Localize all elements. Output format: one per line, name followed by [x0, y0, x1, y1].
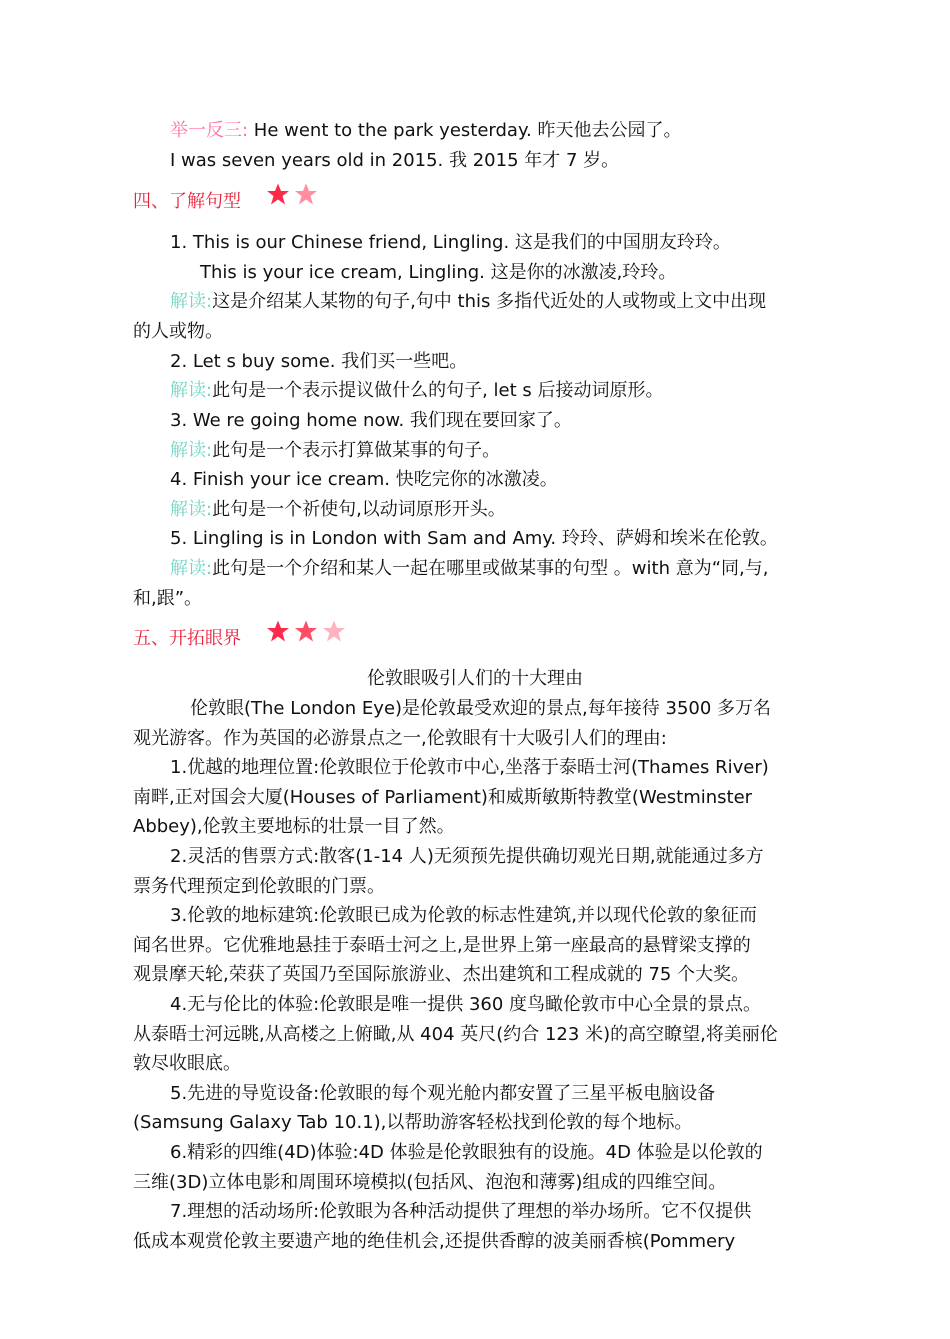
- explanation-4-text: 此句是一个祈使句,以动词原形开头。: [212, 499, 506, 520]
- article-para-6a: 6.精彩的四维(4D)体验:4D 体验是伦敦眼独有的设施。4D 体验是以伦敦的: [170, 1142, 763, 1163]
- article-para-7a: 7.理想的活动场所:伦敦眼为各种活动提供了理想的举办场所。它不仅提供: [170, 1201, 752, 1222]
- article-para-5a: 5.先进的导览设备:伦敦眼的每个观光舱内都安置了三星平板电脑设备: [170, 1083, 716, 1104]
- example-line-2: I was seven years old in 2015. 我 2015 年才 7 岁。: [170, 150, 620, 171]
- article-para-4b: 从泰晤士河远眺,从高楼之上俯瞰,从 404 英尺(约合 123 米)的高空瞭望,将美丽伦: [133, 1024, 778, 1045]
- section-heading-4: [133, 185, 321, 219]
- star-icon: [293, 182, 319, 206]
- article-para-5b: (Samsung Galaxy Tab 10.1),以帮助游客轻松找到伦敦的每个地标。: [133, 1112, 693, 1133]
- article-para-0a: 伦敦眼(The London Eye)是伦敦最受欢迎的景点,每年接待 3500 多万名: [190, 698, 772, 719]
- explanation-5: [170, 554, 768, 584]
- explanation-3: [170, 436, 500, 466]
- sentence-3: 3. We re going home now. 我们现在要回家了。: [170, 410, 572, 431]
- section-heading-5: [133, 622, 349, 656]
- article-para-3b: 闻名世界。它优雅地悬挂于泰晤士河之上,是世界上第一座最高的悬臂梁支撑的: [133, 935, 751, 956]
- sentence-1: 1. This is our Chinese friend, Lingling. 这是我们的中国朋友玲玲。: [170, 232, 731, 253]
- section-heading-5-text: 五、开拓眼界: [133, 628, 241, 649]
- star-icon: [265, 619, 291, 643]
- article-para-1b: 南畔,正对国会大厦(Houses of Parliament)和威斯敏斯特教堂(Westminster: [133, 787, 753, 808]
- explanation-5-cont: 和,跟”。: [133, 588, 203, 609]
- article-para-3a: 3.伦敦的地标建筑:伦敦眼已成为伦敦的标志性建筑,并以现代伦敦的象征而: [170, 905, 757, 926]
- star-rating-2: [265, 182, 321, 216]
- example-text-1: He went to the park yesterday. 昨天他去公园了。: [248, 120, 682, 141]
- article-title: 伦敦眼吸引人们的十大理由: [367, 668, 583, 689]
- article-para-2b: 票务代理预定到伦敦眼的门票。: [133, 876, 385, 897]
- star-icon: [321, 619, 347, 643]
- explanation-2: [170, 376, 663, 406]
- explanation-5-text: 此句是一个介绍和某人一起在哪里或做某事的句型 。with 意为“同,与,: [212, 558, 769, 579]
- jiedu-label: 解读:: [170, 440, 213, 461]
- explanation-4: [170, 495, 506, 525]
- star-rating-3: [265, 619, 349, 653]
- article-para-4a: 4.无与伦比的体验:伦敦眼是唯一提供 360 度鸟瞰伦敦市中心全景的景点。: [170, 994, 762, 1015]
- article-para-3c: 观景摩天轮,荣获了英国乃至国际旅游业、杰出建筑和工程成就的 75 个大奖。: [133, 964, 750, 985]
- explanation-1-text: 这是介绍某人某物的句子,句中 this 多指代近处的人或物或上文中出现: [212, 291, 767, 312]
- jiedu-label: 解读:: [170, 291, 213, 312]
- jiedu-label: 解读:: [170, 499, 213, 520]
- article-para-6b: 三维(3D)立体电影和周围环境模拟(包括风、泡泡和薄雾)组成的四维空间。: [133, 1172, 727, 1193]
- article-para-0b: 观光游客。作为英国的必游景点之一,伦敦眼有十大吸引人们的理由:: [133, 728, 667, 749]
- explanation-1: [170, 287, 766, 317]
- article-para-2a: 2.灵活的售票方式:散客(1-14 人)无须预先提供确切观光日期,就能通过多方: [170, 846, 764, 867]
- jiedu-label: 解读:: [170, 380, 213, 401]
- star-icon: [265, 182, 291, 206]
- star-icon: [293, 619, 319, 643]
- article-para-1c: Abbey),伦敦主要地标的壮景一目了然。: [133, 816, 455, 837]
- article-para-7b: 低成本观赏伦敦主要遗产地的绝佳机会,还提供香醇的波美丽香槟(Pommery: [133, 1231, 736, 1252]
- sentence-1b: This is your ice cream, Lingling. 这是你的冰激凌,玲玲。: [200, 262, 677, 283]
- jiedu-label: 解读:: [170, 558, 213, 579]
- section-heading-4-text: 四、了解句型: [133, 191, 241, 212]
- sentence-5: 5. Lingling is in London with Sam and Amy. 玲玲、萨姆和埃米在伦敦。: [170, 528, 778, 549]
- explanation-1-cont: 的人或物。: [133, 321, 223, 342]
- article-para-1a: 1.优越的地理位置:伦敦眼位于伦敦市中心,坐落于泰晤士河(Thames River): [170, 757, 769, 778]
- explanation-3-text: 此句是一个表示打算做某事的句子。: [212, 440, 501, 461]
- sentence-4: 4. Finish your ice cream. 快吃完你的冰激凌。: [170, 469, 558, 490]
- sentence-2: 2. Let s buy some. 我们买一些吧。: [170, 351, 468, 372]
- juyifansan-label: 举一反三:: [170, 120, 249, 141]
- explanation-2-text: 此句是一个表示提议做什么的句子, let s 后接动词原形。: [212, 380, 664, 401]
- example-line-1: [170, 116, 681, 146]
- article-para-4c: 敦尽收眼底。: [133, 1053, 241, 1074]
